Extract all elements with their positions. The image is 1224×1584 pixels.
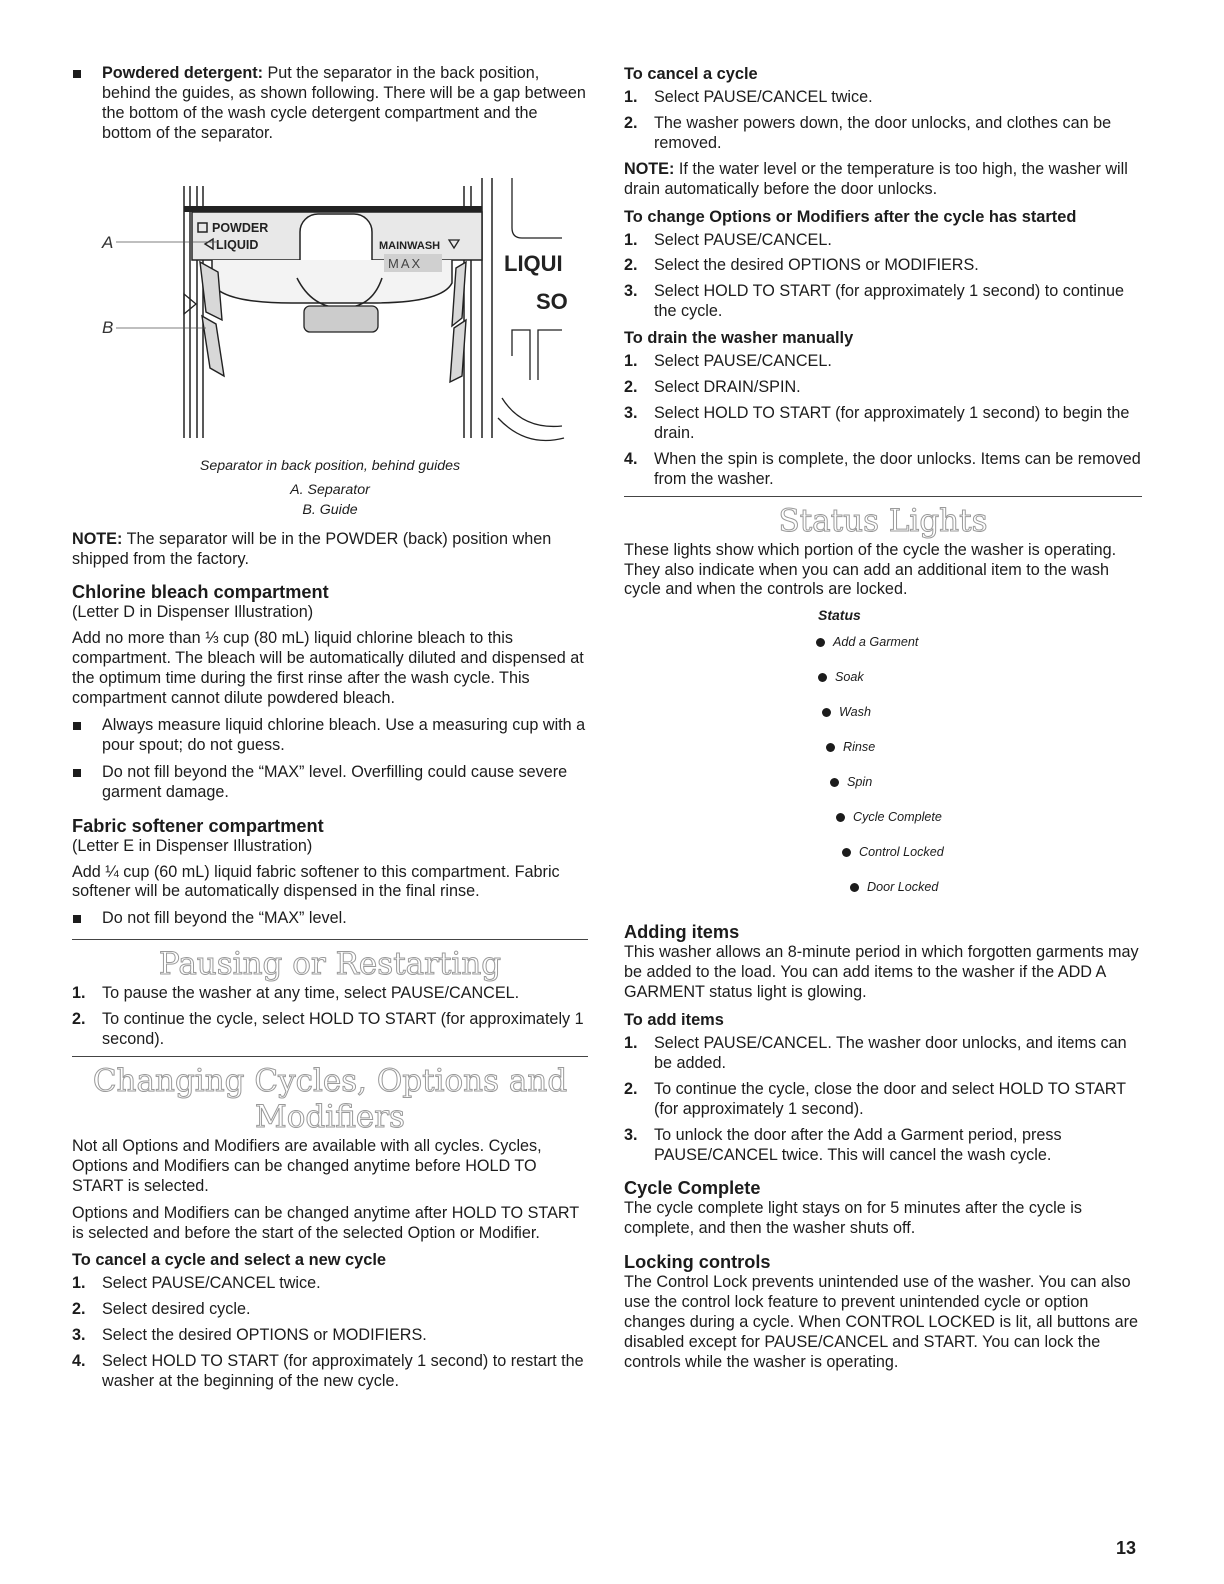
adding-body: This washer allows an 8-minute period in which forgotten garments may be added to the load. You can add items to the washer if the ADD A GARMENT status light is glowing. <box>624 943 1139 1002</box>
step-number: 1. <box>624 88 638 106</box>
step-number: 2. <box>624 378 638 397</box>
step-text: Select HOLD TO START (for approximately 1 second) to begin the drain. <box>654 403 1130 442</box>
legend-a: A. Separator <box>290 481 370 498</box>
section-divider <box>624 496 1142 497</box>
cancel-new-heading: To cancel a cycle and select a new cycle <box>72 1251 387 1270</box>
step-number: 2. <box>624 256 638 275</box>
label-a: A <box>102 232 114 252</box>
softener-heading: Fabric softener compartment <box>72 815 324 836</box>
step-text: Select HOLD TO START (for approximately 1 second) to restart the washer at the beginning of the new cycle. <box>102 1352 584 1391</box>
right-column <box>624 64 1142 1380</box>
step-text: Select the desired OPTIONS or MODIFIERS. <box>654 256 979 275</box>
pausing-title: Pausing or Restarting <box>158 946 502 983</box>
note-label: NOTE: <box>72 529 123 548</box>
step-item <box>624 256 1142 276</box>
max-label-text: MAX <box>388 255 423 271</box>
step-item <box>72 1010 588 1050</box>
figure-caption: Separator in back position, behind guides <box>199 457 461 474</box>
powder-text: Put the separator in the back position, behind the guides, as shown following. There will be a gap between the bottom of the wash cycle detergent compartment and the bottom of the separator. <box>102 64 586 142</box>
chlorine-heading: Chlorine bleach compartment <box>72 582 329 603</box>
step-item <box>624 352 1142 372</box>
status-light-rinse <box>826 740 875 754</box>
section-divider <box>72 939 588 940</box>
add-items-heading: To add items <box>624 1011 724 1030</box>
step-number: 2. <box>72 1010 86 1029</box>
status-light-label: Soak <box>835 670 864 685</box>
status-led-icon <box>830 778 839 787</box>
step-number: 1. <box>624 230 638 249</box>
locking-body: The Control Lock prevents unintended use of the washer. You can also use the control lock feature to prevent unintended cycle or option changes during a cycle. When CONTROL LOCKED is lit, all buttons are disabled except for PAUSE/CANCEL and START. You can lock the controls while the washer is operating. <box>624 1273 1139 1371</box>
status-light-label: Door Locked <box>867 880 939 895</box>
status-led-icon <box>842 848 851 857</box>
dispenser-illustration <box>72 168 588 458</box>
changing-title: Changing Cycles, Options and Modifiers <box>92 1062 568 1135</box>
step-number: 1. <box>624 1034 638 1053</box>
legend-b: B. Guide <box>302 501 358 518</box>
step-number: 1. <box>72 1274 86 1293</box>
step-item <box>624 404 1142 444</box>
status-lights-title: Status Lights <box>778 502 988 539</box>
drain-steps <box>624 352 1142 489</box>
change-options-steps <box>624 231 1142 323</box>
chlorine-bullet-1 <box>72 716 588 756</box>
bullet-square <box>73 70 81 78</box>
cancel-heading: To cancel a cycle <box>624 65 758 83</box>
status-lights-body: These lights show which portion of the cycle the washer is operating. They also indicate when you can add an additional item to the wash cycle and when the controls are locked. <box>624 540 1117 599</box>
step-number: 3. <box>624 403 638 422</box>
status-light-soak <box>818 670 864 684</box>
softener-bullet <box>72 909 588 929</box>
step-item <box>624 231 1142 251</box>
step-item <box>72 1352 588 1392</box>
changing-p2: Options and Modifiers can be changed anytime after HOLD TO START is selected and before the start of the selected Option or Modifier. <box>72 1203 579 1242</box>
step-text: Select the desired OPTIONS or MODIFIERS. <box>102 1326 427 1345</box>
section-divider <box>72 1056 588 1057</box>
step-number: 1. <box>72 984 86 1003</box>
label-b: B <box>102 317 114 337</box>
step-number: 4. <box>72 1352 86 1371</box>
step-item <box>624 282 1142 322</box>
step-item <box>72 984 588 1004</box>
status-led-icon <box>850 883 859 892</box>
powder-bullet <box>72 64 588 144</box>
step-item <box>624 1080 1142 1120</box>
cycle-complete-body: The cycle complete light stays on for 5 minutes after the cycle is complete, and then the washer shuts off. <box>624 1199 1082 1238</box>
powder-label-text: POWDER <box>212 220 269 235</box>
status-led-icon <box>818 673 827 682</box>
chlorine-bullet-2 <box>72 763 588 803</box>
status-light-cycle-complete <box>836 810 942 824</box>
locking-heading: Locking controls <box>624 1252 771 1273</box>
step-number: 3. <box>624 282 638 301</box>
step-number: 2. <box>72 1300 86 1319</box>
step-text: Select PAUSE/CANCEL. <box>654 230 832 249</box>
step-item <box>72 1300 588 1320</box>
note-text: The separator will be in the POWDER (back) position when shipped from the factory. <box>72 529 552 568</box>
chlorine-subtitle: (Letter D in Dispenser Illustration) <box>72 603 314 622</box>
status-light-label: Rinse <box>843 740 876 755</box>
so-label-text: SO <box>536 288 568 314</box>
step-text: Select DRAIN/SPIN. <box>654 378 801 397</box>
bullet-square <box>73 722 81 730</box>
drain-heading: To drain the washer manually <box>624 329 854 348</box>
status-light-label: Spin <box>847 775 873 790</box>
status-light-wash <box>822 705 871 719</box>
change-options-heading: To change Options or Modifiers after the cycle has started <box>624 207 1077 226</box>
status-light-spin <box>830 775 872 789</box>
step-number: 2. <box>624 113 638 132</box>
chlorine-body: Add no more than ⅓ cup (80 mL) liquid chlorine bleach to this compartment. The bleach will be automatically diluted and dispensed at the optimum time during the first rinse after the wash cycle. This compartment cannot dilute powdered bleach. <box>72 629 584 708</box>
step-text: Select desired cycle. <box>102 1300 251 1319</box>
step-text: Select PAUSE/CANCEL twice. <box>654 88 873 106</box>
step-text: Select PAUSE/CANCEL twice. <box>102 1274 321 1293</box>
status-light-control-locked <box>842 845 944 859</box>
status-light-label: Wash <box>839 705 871 720</box>
status-lights-panel <box>624 607 1142 907</box>
status-led-icon <box>816 638 825 647</box>
step-item <box>624 378 1142 398</box>
liquid-label-text: LIQUID <box>216 237 259 252</box>
left-column <box>72 64 588 1398</box>
step-text: Select PAUSE/CANCEL. The washer door unlocks, and items can be added. <box>654 1034 1127 1072</box>
step-number: 3. <box>624 1125 638 1144</box>
status-light-label: Cycle Complete <box>853 810 942 825</box>
step-number: 3. <box>72 1326 86 1345</box>
liqui-label-text: LIQUI <box>504 250 563 276</box>
pausing-steps <box>72 984 588 1050</box>
softener-body: Add ¼ cup (60 mL) liquid fabric softener to this compartment. Fabric softener will be automatically dispensed in the final rinse. <box>72 862 560 901</box>
changing-p1: Not all Options and Modifiers are available with all cycles. Cycles, Options and Modifiers can be changed anytime before HOLD TO START is selected. <box>72 1136 542 1195</box>
step-number: 4. <box>624 449 638 468</box>
status-light-label: Add a Garment <box>833 635 919 650</box>
bullet-text: Do not fill beyond the “MAX” level. Overfilling could cause severe garment damage. <box>102 762 568 801</box>
cycle-complete-heading: Cycle Complete <box>624 1178 761 1199</box>
step-text: To continue the cycle, select HOLD TO START (for approximately 1 second). <box>102 1010 584 1049</box>
cancel-new-steps <box>72 1274 588 1392</box>
status-panel-title: Status <box>818 607 861 624</box>
step-text: When the spin is complete, the door unlocks. Items can be removed from the washer. <box>654 449 1141 488</box>
cancel-note <box>624 160 1142 200</box>
step-item <box>72 1326 588 1346</box>
note-label: NOTE: <box>624 159 675 178</box>
bullet-square <box>73 915 81 923</box>
step-item <box>72 1274 588 1294</box>
status-led-icon <box>826 743 835 752</box>
separator-figure <box>72 152 588 522</box>
add-items-steps <box>624 1034 1142 1165</box>
step-text: To unlock the door after the Add a Garment period, press PAUSE/CANCEL twice. This will cancel the wash cycle. <box>654 1125 1062 1164</box>
bullet-text: Always measure liquid chlorine bleach. Use a measuring cup with a pour spout; do not guess. <box>102 715 586 754</box>
separator-note <box>72 530 588 570</box>
page-number: 13 <box>1116 1538 1137 1558</box>
bullet-text: Do not fill beyond the “MAX” level. <box>102 909 347 928</box>
status-light-door-locked <box>850 880 938 894</box>
step-item <box>624 1126 1142 1166</box>
step-number: 1. <box>624 352 638 371</box>
step-item <box>624 88 1142 108</box>
step-text: To pause the washer at any time, select PAUSE/CANCEL. <box>102 984 520 1003</box>
status-led-icon <box>822 708 831 717</box>
status-led-icon <box>836 813 845 822</box>
step-item <box>624 450 1142 490</box>
adding-heading: Adding items <box>624 922 740 943</box>
step-number: 2. <box>624 1079 638 1098</box>
cancel-steps <box>624 88 1142 154</box>
bullet-square <box>73 769 81 777</box>
step-text: To continue the cycle, close the door and select HOLD TO START (for approximately 1 second). <box>654 1079 1126 1118</box>
note-text: If the water level or the temperature is too high, the washer will drain automatically before the door unlocks. <box>624 159 1128 198</box>
status-light-add-garment <box>816 635 918 649</box>
mainwash-label-text: MAINWASH <box>379 239 441 252</box>
status-light-label: Control Locked <box>859 845 944 860</box>
powder-label: Powdered detergent: <box>102 64 263 82</box>
step-text: Select PAUSE/CANCEL. <box>654 352 832 371</box>
step-item <box>624 114 1142 154</box>
softener-subtitle: (Letter E in Dispenser Illustration) <box>72 836 313 855</box>
step-item <box>624 1034 1142 1074</box>
step-text: The washer powers down, the door unlocks, and clothes can be removed. <box>654 113 1112 152</box>
step-text: Select HOLD TO START (for approximately 1 second) to continue the cycle. <box>654 282 1124 321</box>
